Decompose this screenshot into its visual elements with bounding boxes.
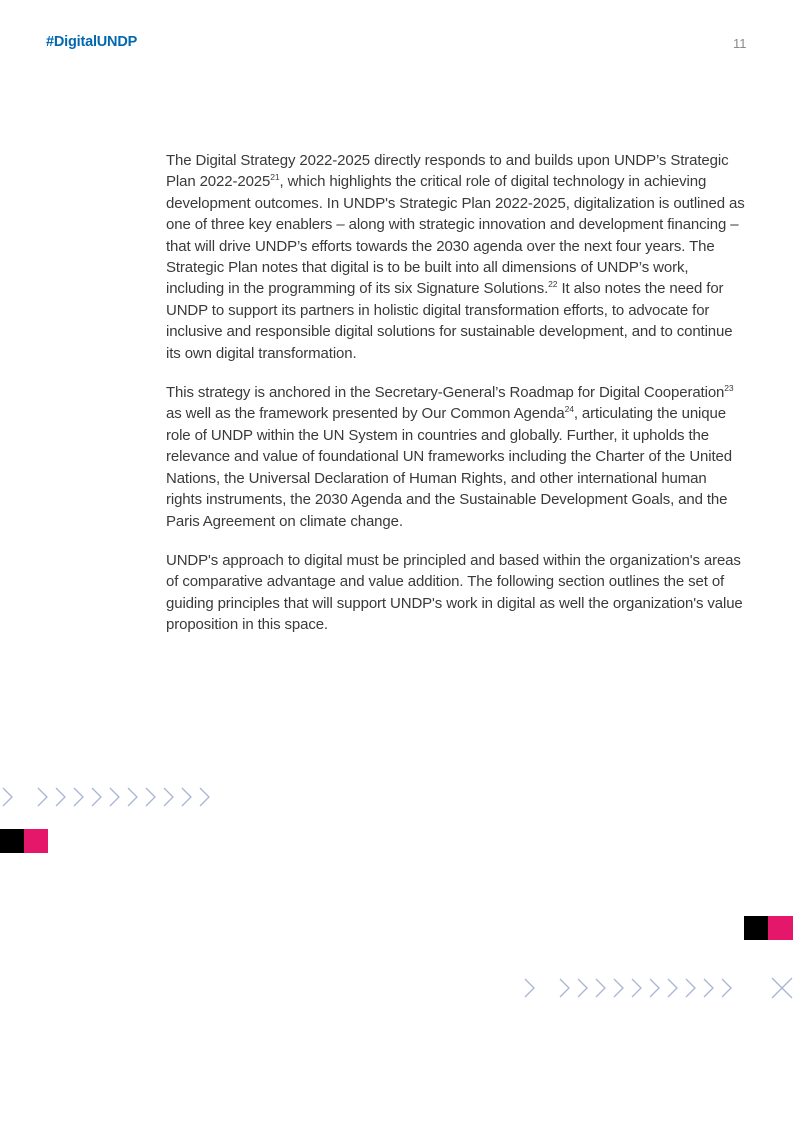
chevron-icon	[704, 979, 713, 997]
footnote-ref-22[interactable]: 22	[548, 279, 558, 290]
chevron-row-left-icon	[0, 785, 220, 811]
chevron-icon	[146, 788, 155, 806]
footnote-ref-23[interactable]: 23	[724, 383, 734, 394]
chevron-icon	[164, 788, 173, 806]
chevron-icon	[632, 979, 641, 997]
chevron-icon	[722, 979, 731, 997]
body-text	[166, 150, 746, 654]
chevron-icon	[686, 979, 695, 997]
chevron-icon	[668, 979, 677, 997]
pink-square-right	[768, 916, 793, 940]
p2-text-2: as well as the framework presented by Our Common Agenda	[166, 405, 565, 423]
paragraph-1	[166, 150, 746, 364]
chevron-icon	[3, 788, 12, 806]
paragraph-2	[166, 382, 746, 532]
p1-text-3: It also notes the need for UNDP to support its partners in holistic digital transformation efforts, to advocate for inclusive and responsible digital solutions for sustainable development, and to continue its own digital transformation.	[166, 280, 733, 362]
chevron-icon	[74, 788, 83, 806]
p1-text-1: The Digital Strategy 2022-2025 directly responds to and builds upon UNDP’s Strategic Plan 2022-2025	[166, 152, 729, 191]
black-square-left	[0, 829, 24, 853]
pink-square-left	[24, 829, 48, 853]
hashtag-label: #DigitalUNDP	[46, 34, 138, 50]
chevron-icon	[110, 788, 119, 806]
chevron-icon	[92, 788, 101, 806]
chevron-icon	[56, 788, 65, 806]
chevron-icon	[578, 979, 587, 997]
p2-text-3: , articulating the unique role of UNDP within the UN System in countries and globally. Further, it upholds the relevance and value of foundational UN frameworks including the Charter of the United Nations, the Universal Declaration of Human Rights, and other international human rights instruments, the 2030 Agenda and the Sustainable Development Goals, and the Paris Agreement on climate change.	[166, 405, 732, 530]
chevron-icon	[128, 788, 137, 806]
chevron-icon	[38, 788, 47, 806]
footnote-ref-24[interactable]: 24	[564, 404, 574, 415]
footnote-ref-21[interactable]: 21	[270, 172, 280, 183]
black-square-right	[744, 916, 768, 940]
chevron-icon	[182, 788, 191, 806]
chevron-row-right-icon	[520, 976, 793, 1002]
chevron-icon	[200, 788, 209, 806]
chevron-icon	[525, 979, 534, 997]
p1-text-2: , which highlights the critical role of digital technology in achieving development outcomes. In UNDP's Strategic Plan 2022-2025, digitalization is outlined as one of three key enablers – along with strategic innovation and development financing – that will drive UNDP’s efforts towards the 2030 agenda over the next four years. The Strategic Plan notes that digital is to be built into all dimensions of UNDP’s work, including in the programming of its six Signature Solutions.	[166, 173, 745, 298]
p2-text-1: This strategy is anchored in the Secretary-General’s Roadmap for Digital Cooperation	[166, 384, 725, 402]
paragraph-3: UNDP's approach to digital must be principled and based within the organization's areas of comparative advantage and value addition. The following section outlines the set of guiding principles that will support UNDP's work in digital as well the organization's value proposition in this space.	[166, 551, 743, 634]
chevron-icon	[560, 979, 569, 997]
page-number: 11	[733, 36, 747, 51]
chevron-icon	[650, 979, 659, 997]
chevron-icon	[596, 979, 605, 997]
chevron-icon	[614, 979, 623, 997]
